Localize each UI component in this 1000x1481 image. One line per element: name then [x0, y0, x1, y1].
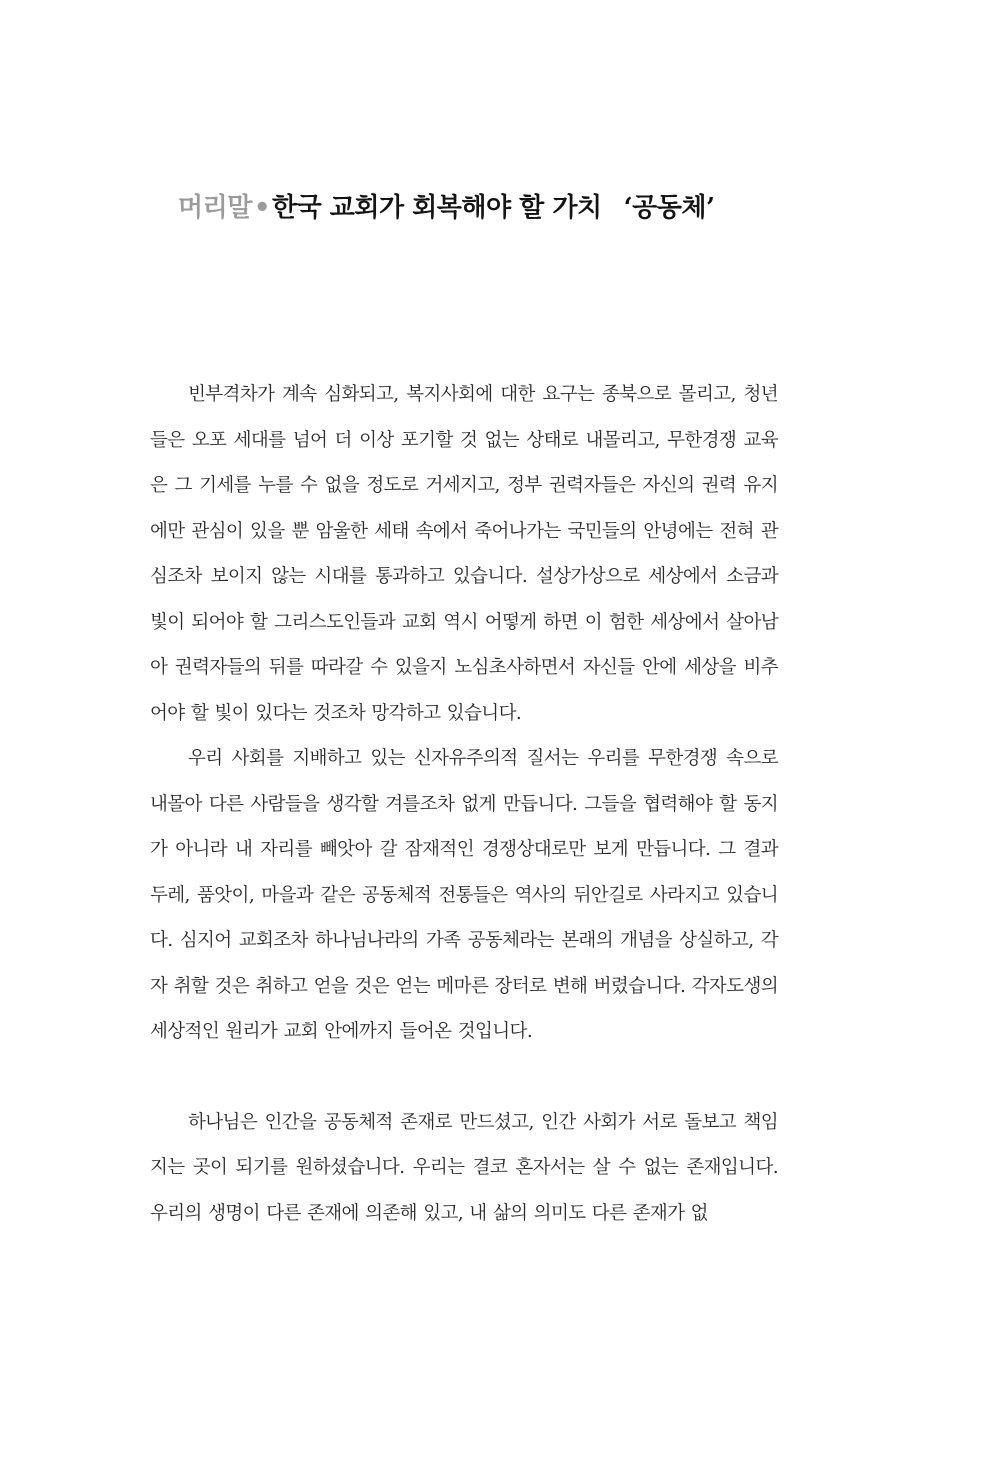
heading-keyword: ‘공동체’ — [623, 193, 715, 223]
paragraph-1: 빈부격차가 계속 심화되고, 복지사회에 대한 요구는 종북으로 몰리고, 청년들은 오포 세대를 넘어 더 이상 포기할 것 없는 상태로 내몰리고, 무한경쟁 교육은 그 기세를 누를 수 없을 정도로 거세지고, 정부 권력자들은 자신의 권력 유지에만 관심이 있을 뿐 암울한 세태 속에서 죽어나가는 국민들의 안녕에는 전혀 관심조차 보이지 않는 시대를 통과하고 있습니다. 설상가상으로 세상에서 소금과 빛이 되어야 할 그리스도인들과 교회 역시 어떻게 하면 이 험한 세상에서 살아남아 권력자들의 뒤를 따라갈 수 있을지 노심초사하면서 자신들 안에 세상을 비추어야 할 빛이 있다는 것조차 망각하고 있습니다. — [150, 384, 778, 724]
chapter-heading — [178, 188, 715, 228]
heading-label: 머리말 — [178, 193, 252, 223]
heading-bullet: • — [253, 193, 270, 223]
heading-title: 한국 교회가 회복해야 할 가치 — [271, 193, 602, 223]
paragraph-3: 하나님은 인간을 공동체적 존재로 만드셨고, 인간 사회가 서로 돌보고 책임지는 곳이 되기를 원하셨습니다. 우리는 결코 혼자서는 살 수 없는 존재입니다. 우리의 생명이 다른 존재에 의존해 있고, 내 삶의 의미도 다른 존재가 없 — [150, 1111, 778, 1224]
paragraph-2: 우리 사회를 지배하고 있는 신자유주의적 질서는 우리를 무한경쟁 속으로 내몰아 다른 사람들을 생각할 겨를조차 없게 만듭니다. 그들을 협력해야 할 동지가 아니라 내 자리를 빼앗아 갈 잠재적인 경쟁상대로만 보게 만듭니다. 그 결과 두레, 품앗이, 마을과 같은 공동체적 전통들은 역사의 뒤안길로 사라지고 있습니다. 심지어 교회조차 하나님나라의 가족 공동체라는 본래의 개념을 상실하고, 각자 취할 것은 취하고 얻을 것은 얻는 메마른 장터로 변해 버렸습니다. 각자도생의 세상적인 원리가 교회 안에까지 들어온 것입니다. — [150, 748, 778, 1042]
body-text — [150, 372, 778, 1236]
